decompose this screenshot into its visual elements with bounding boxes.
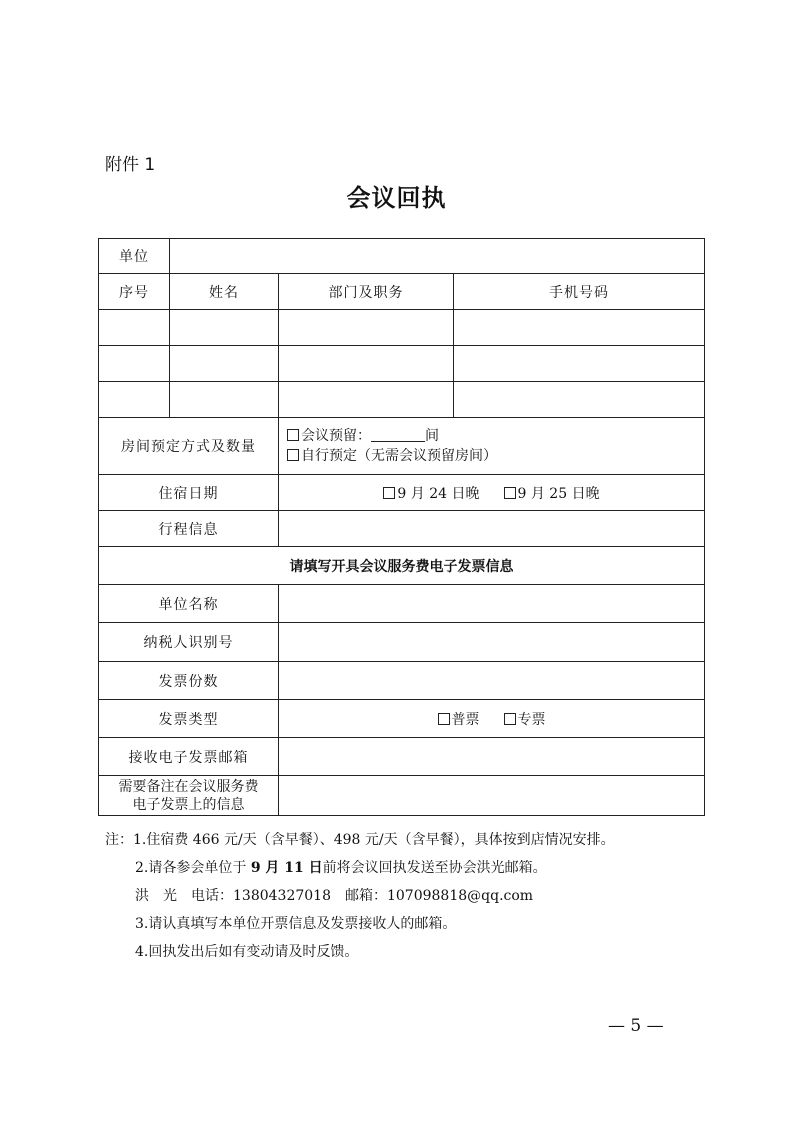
itinerary-label: 行程信息 — [99, 511, 279, 547]
checkbox-icon[interactable] — [438, 713, 450, 725]
attendee-row — [99, 346, 705, 382]
room-booking-label: 房间预定方式及数量 — [99, 418, 279, 475]
stay-date-row — [99, 475, 705, 511]
column-header-row — [99, 274, 705, 310]
email-row — [99, 738, 705, 776]
col-name-header: 姓名 — [170, 274, 279, 310]
room-option-self[interactable]: 自行预定（无需会议预留房间） — [287, 446, 704, 466]
invoice-type-special[interactable]: 专票 — [504, 712, 546, 728]
company-name-row — [99, 585, 705, 623]
stay-option-24[interactable]: 9 月 24 日晚 — [383, 486, 479, 502]
itinerary-input-cell[interactable] — [279, 511, 705, 547]
page-number: — 5 — — [608, 1016, 664, 1036]
email-label: 接收电子发票邮箱 — [99, 738, 279, 776]
checkbox-icon[interactable] — [504, 713, 516, 725]
remark-input-cell[interactable] — [279, 776, 705, 816]
note-line: 3.请认真填写本单位开票信息及发票接收人的邮箱。 — [135, 916, 457, 932]
name-cell[interactable] — [170, 310, 279, 346]
checkbox-icon[interactable] — [287, 449, 299, 461]
receipt-form-table — [98, 238, 705, 816]
invoice-type-row — [99, 700, 705, 738]
email-input-cell[interactable] — [279, 738, 705, 776]
col-department-header: 部门及职务 — [279, 274, 454, 310]
invoice-type-label: 发票类型 — [99, 700, 279, 738]
tax-id-input-cell[interactable] — [279, 623, 705, 662]
department-cell[interactable] — [279, 310, 454, 346]
serial-cell[interactable] — [99, 310, 170, 346]
invoice-count-row — [99, 662, 705, 700]
room-booking-row — [99, 418, 705, 475]
unit-label: 单位 — [99, 239, 170, 274]
checkbox-icon[interactable] — [383, 487, 395, 499]
invoice-section-header: 请填写开具会议服务费电子发票信息 — [99, 547, 705, 585]
phone-cell[interactable] — [454, 310, 705, 346]
department-cell[interactable] — [279, 346, 454, 382]
stay-date-label: 住宿日期 — [99, 475, 279, 511]
phone-cell[interactable] — [454, 382, 705, 418]
remark-label: 需要备注在会议服务费 电子发票上的信息 — [99, 776, 279, 816]
invoice-section-header-row — [99, 547, 705, 585]
note-line: 2.请各参会单位于 9 月 11 日前将会议回执发送至协会洪光邮箱。 — [135, 860, 547, 876]
department-cell[interactable] — [279, 382, 454, 418]
unit-row — [99, 239, 705, 274]
invoice-type-normal[interactable]: 普票 — [438, 712, 480, 728]
contact-line: 洪 光 电话：13804327018 邮箱：107098818@qq.com — [135, 888, 534, 904]
col-serial-header: 序号 — [99, 274, 170, 310]
company-name-label: 单位名称 — [99, 585, 279, 623]
page-title: 会议回执 — [346, 183, 447, 212]
room-count-blank[interactable] — [371, 429, 425, 442]
room-booking-options — [279, 418, 705, 475]
serial-cell[interactable] — [99, 346, 170, 382]
checkbox-icon[interactable] — [287, 429, 299, 441]
checkbox-icon[interactable] — [504, 487, 516, 499]
phone-cell[interactable] — [454, 346, 705, 382]
note-line: 注：1.住宿费 466 元/天（含早餐）、498 元/天（含早餐），具体按到店情况安排。 — [105, 832, 615, 848]
invoice-count-label: 发票份数 — [99, 662, 279, 700]
attendee-row — [99, 310, 705, 346]
room-option-reserved[interactable]: 会议预留： 间 — [287, 426, 704, 446]
invoice-type-options — [279, 700, 705, 738]
stay-option-25[interactable]: 9 月 25 日晚 — [504, 486, 600, 502]
tax-id-row — [99, 623, 705, 662]
serial-cell[interactable] — [99, 382, 170, 418]
col-phone-header: 手机号码 — [454, 274, 705, 310]
unit-input-cell[interactable] — [170, 239, 705, 274]
itinerary-row — [99, 511, 705, 547]
attendee-row — [99, 382, 705, 418]
company-name-input-cell[interactable] — [279, 585, 705, 623]
remark-row — [99, 776, 705, 816]
name-cell[interactable] — [170, 382, 279, 418]
stay-date-options — [279, 475, 705, 511]
notes-section — [105, 826, 615, 966]
attachment-label: 附件 1 — [105, 155, 156, 175]
note-line: 4.回执发出后如有变动请及时反馈。 — [135, 944, 359, 960]
name-cell[interactable] — [170, 346, 279, 382]
tax-id-label: 纳税人识别号 — [99, 623, 279, 662]
invoice-count-input-cell[interactable] — [279, 662, 705, 700]
